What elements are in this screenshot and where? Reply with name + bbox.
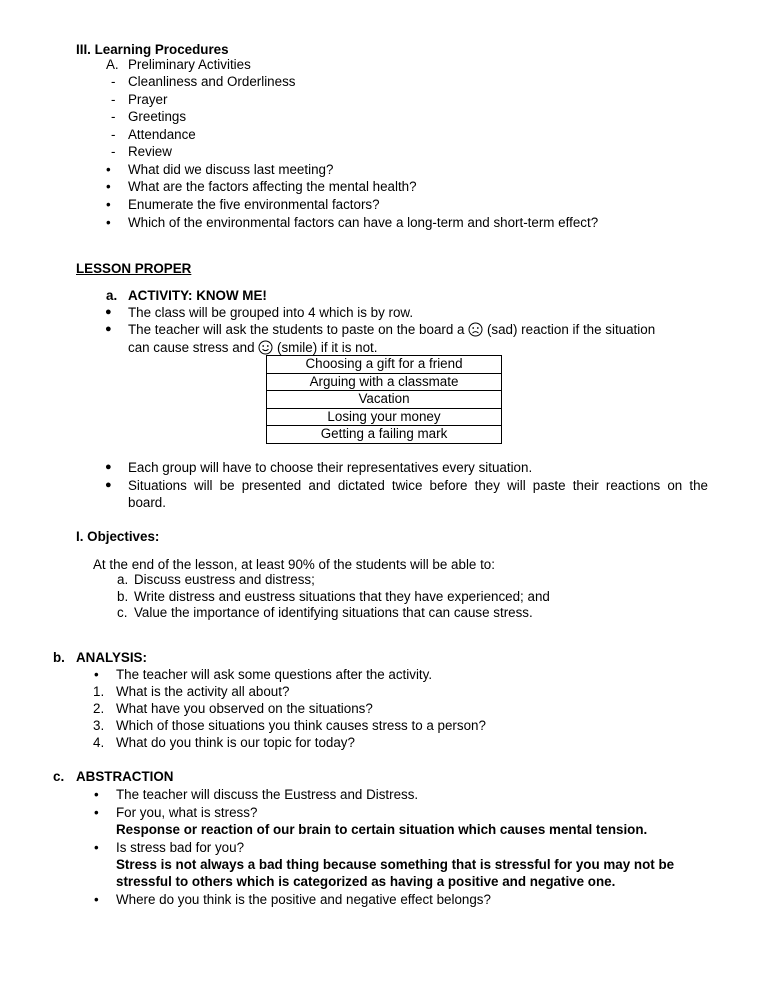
analysis-question: What is the activity all about?: [116, 684, 290, 699]
activity-instruction: The class will be grouped into 4 which is by row.: [128, 305, 414, 320]
list-marker: a.: [117, 572, 129, 587]
list-item: Greetings: [128, 109, 187, 124]
bullet-icon: •: [106, 179, 111, 194]
dash-marker: -: [111, 109, 116, 124]
list-item: Enumerate the five environmental factors?: [128, 197, 380, 212]
bullet-icon: ●: [105, 306, 112, 318]
prelim-title: Preliminary Activities: [128, 57, 251, 72]
analysis-question: Which of those situations you think causes stress to a person?: [116, 718, 486, 733]
list-marker: c.: [53, 769, 65, 784]
dash-marker: -: [111, 144, 116, 159]
instruction-text: The teacher will ask the students to paste on the board a: [128, 322, 465, 337]
list-marker: a.: [106, 288, 118, 303]
abstraction-answer: stressful to others which is categorized as having a positive and negative one.: [116, 874, 616, 889]
objectives-intro: At the end of the lesson, at least 90% of the students will be able to:: [93, 557, 495, 572]
instruction-text: can cause stress and: [128, 340, 255, 355]
objective-item: Discuss eustress and distress;: [134, 572, 315, 587]
abstraction-question: For you, what is stress?: [116, 805, 258, 820]
abstraction-question: Where do you think is the positive and negative effect belongs?: [116, 892, 491, 907]
abstraction-heading: ABSTRACTION: [76, 769, 174, 784]
bullet-icon: •: [106, 197, 111, 212]
abstraction-answer: Response or reaction of our brain to certain situation which causes mental tension.: [116, 822, 648, 837]
abstraction-bullet: The teacher will discuss the Eustress and Distress.: [116, 787, 419, 802]
activity-instruction-cont: board.: [128, 495, 166, 510]
abstraction-answer: Stress is not always a bad thing because something that is stressful for you may not be: [116, 857, 675, 872]
list-marker: A.: [106, 57, 119, 72]
activity-instruction: Situations will be presented and dictated twice before they will paste their reactions on the: [128, 478, 708, 493]
list-marker: 3.: [93, 718, 105, 733]
list-item: What did we discuss last meeting?: [128, 162, 334, 177]
bullet-icon: •: [106, 215, 111, 230]
activity-instruction: Each group will have to choose their representatives every situation.: [128, 460, 533, 475]
bullet-icon: ●: [105, 323, 112, 335]
analysis-question: What do you think is our topic for today?: [116, 735, 355, 750]
table-row: [267, 426, 502, 444]
list-marker: c.: [117, 605, 128, 620]
table-cell: Getting a failing mark: [267, 426, 502, 444]
situations-table: [266, 355, 502, 444]
table-cell: Arguing with a classmate: [267, 373, 502, 391]
dash-marker: -: [111, 127, 116, 142]
table-cell: Choosing a gift for a friend: [267, 356, 502, 374]
bullet-icon: •: [94, 787, 99, 802]
analysis-question: What have you observed on the situations?: [116, 701, 373, 716]
bullet-icon: ●: [105, 479, 112, 491]
bullet-icon: •: [94, 667, 99, 682]
activity-instruction: [128, 321, 655, 338]
list-item: Cleanliness and Orderliness: [128, 74, 296, 89]
table-cell: Vacation: [267, 391, 502, 409]
list-marker: 2.: [93, 701, 105, 716]
dash-marker: -: [111, 74, 116, 89]
list-marker: 1.: [93, 684, 105, 699]
objective-item: Write distress and eustress situations that they have experienced; and: [134, 589, 550, 604]
list-item: Prayer: [128, 92, 168, 107]
sad-face-icon: [468, 322, 483, 337]
table-cell: Losing your money: [267, 408, 502, 426]
table-row: [267, 391, 502, 409]
section-title: III. Learning Procedures: [76, 42, 229, 57]
table-row: [267, 408, 502, 426]
activity-title: ACTIVITY: KNOW ME!: [128, 288, 267, 303]
list-marker: 4.: [93, 735, 105, 750]
table-row: [267, 356, 502, 374]
analysis-bullet: The teacher will ask some questions after the activity.: [116, 667, 433, 682]
list-item: Which of the environmental factors can have a long-term and short-term effect?: [128, 215, 599, 230]
list-item: Review: [128, 144, 172, 159]
table-row: [267, 373, 502, 391]
abstraction-question: Is stress bad for you?: [116, 840, 245, 855]
list-marker: b.: [117, 589, 129, 604]
bullet-icon: •: [106, 162, 111, 177]
smile-face-icon: [258, 340, 273, 355]
bullet-icon: •: [94, 892, 99, 907]
bullet-icon: •: [94, 805, 99, 820]
analysis-heading: ANALYSIS:: [76, 650, 147, 665]
list-item: Attendance: [128, 127, 196, 142]
activity-instruction-cont: [128, 339, 377, 356]
dash-marker: -: [111, 92, 116, 107]
objective-item: Value the importance of identifying situations that can cause stress.: [134, 605, 533, 620]
instruction-text: (smile) if it is not.: [277, 340, 378, 355]
instruction-text: (sad) reaction if the situation: [486, 322, 656, 337]
list-item: What are the factors affecting the mental health?: [128, 179, 417, 194]
objectives-heading: I. Objectives:: [76, 529, 160, 544]
lesson-proper-heading: LESSON PROPER: [76, 261, 192, 276]
list-marker: b.: [53, 650, 65, 665]
bullet-icon: ●: [105, 461, 112, 473]
bullet-icon: •: [94, 840, 99, 855]
